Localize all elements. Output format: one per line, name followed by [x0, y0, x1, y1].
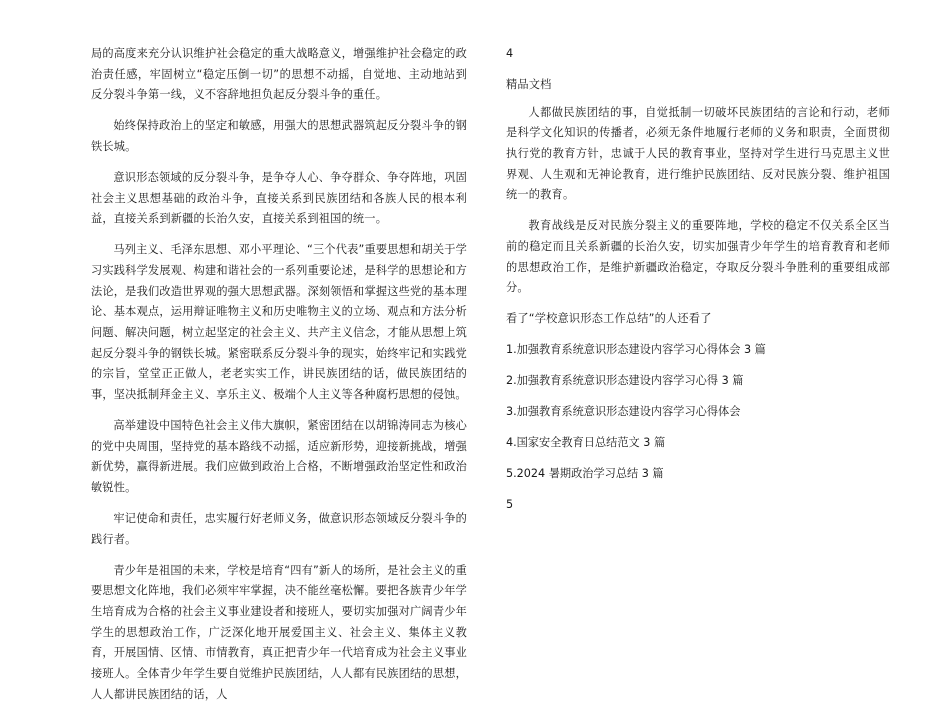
paragraph: 人都做民族团结的事，自觉抵制一切破坏民族团结的言论和行动，老师是科学文化知识的传播者，必须无条件地履行老师的义务和职责，全面贯彻执行党的教育方针，忠诚于人民的教育事业，坚持对学生进行马克思主义世界观、人生观和无神论教育，进行维护民族团结、反对民族分裂、维护祖国统一的教育。	[506, 105, 890, 202]
document-header: 精品文档	[506, 77, 552, 91]
related-link[interactable]: 3.加强教育系统意识形态建设内容学习心得体会	[506, 404, 741, 418]
paragraph: 马列主义、毛泽东思想、邓小平理论、“三个代表”重要思想和胡关于学习实践科学发展观、构建和谐社会的一系列重要论述，是科学的思想论和方法论，是我们改造世界观的强大思想武器。深刻领悟和掌握这些党的基本理论、基本观点，运用辩证唯物主义和历史唯物主义的立场、观点和方法分析问题、解决问题，树立起坚定的社会主义、共产主义信念，才能从思想上筑起反分裂斗争的钢铁长城。紧密联系反分裂斗争的现实，始终牢记和实践党的宗旨，堂堂正正做人，老老实实工作，讲民族团结的话，做民族团结的事，坚决抵制拜金主义、享乐主义、极端个人主义等各种腐朽思想的侵蚀。	[91, 243, 468, 402]
left-column	[91, 44, 467, 706]
paragraph: 局的高度来充分认识维护社会稳定的重大战略意义，增强维护社会稳定的政治责任感，牢固树立“稳定压倒一切”的思想不动摇，自觉地、主动地站到反分裂斗争第一线，义不容辞地担负起反分裂斗争的重任。	[91, 47, 467, 102]
related-link[interactable]: 5.2024 暑期政治学习总结 3 篇	[506, 466, 664, 480]
page-number: 5	[506, 497, 514, 511]
paragraph: 意识形态领域的反分裂斗争，是争夺人心、争夺群众、争夺阵地，巩固社会主义思想基础的政治斗争，直接关系到民族团结和各族人民的根本利益，直接关系到新疆的长治久安，直接关系到祖国的统一。	[91, 170, 467, 226]
paragraph: 牢记使命和责任，忠实履行好老师义务，做意识形态领域反分裂斗争的践行者。	[91, 512, 467, 546]
paragraph: 高举建设中国特色社会主义伟大旗帜，紧密团结在以胡锦涛同志为核心的党中央周围，坚持党的基本路线不动摇，适应新形势，迎接新挑战，增强新优势，赢得新进展。我们应做到政治上合格，不断增强政治坚定性和政治敏锐性。	[91, 419, 467, 495]
related-heading: 看了“学校意识形态工作总结”的人还看了	[506, 312, 712, 326]
page-number: 4	[506, 47, 514, 60]
related-link[interactable]: 1.加强教育系统意识形态建设内容学习心得体会 3 篇	[506, 343, 766, 357]
right-column	[506, 44, 890, 515]
related-link[interactable]: 4.国家安全教育日总结范文 3 篇	[506, 435, 666, 449]
paragraph: 始终保持政治上的坚定和敏感，用强大的思想武器筑起反分裂斗争的钢铁长城。	[91, 119, 467, 153]
related-link[interactable]: 2.加强教育系统意识形态建设内容学习心得 3 篇	[506, 374, 744, 388]
paragraph: 教育战线是反对民族分裂主义的重要阵地，学校的稳定不仅关系全区当前的稳定而且关系新疆的长治久安，切实加强青少年学生的培育教育和老师的思想政治工作，是维护新疆政治稳定，夺取反分裂斗争胜利的重要组成部分。	[506, 219, 890, 295]
paragraph: 青少年是祖国的未来，学校是培育“四有”新人的场所，是社会主义的重要思想文化阵地，我们必须牢牢掌握，决不能丝毫松懈。要把各族青少年学生培育成为合格的社会主义事业建设者和接班人，要切实加强对广阔青少年学生的思想政治工作，广泛深化地开展爱国主义、社会主义、集体主义教育，开展国情、区情、市情教育，真正把青少年一代培育成为社会主义事业接班人。全体青少年学生要自觉维护民族团结，人人都有民族团结的思想，人人都讲民族团结的话，人	[91, 563, 468, 701]
